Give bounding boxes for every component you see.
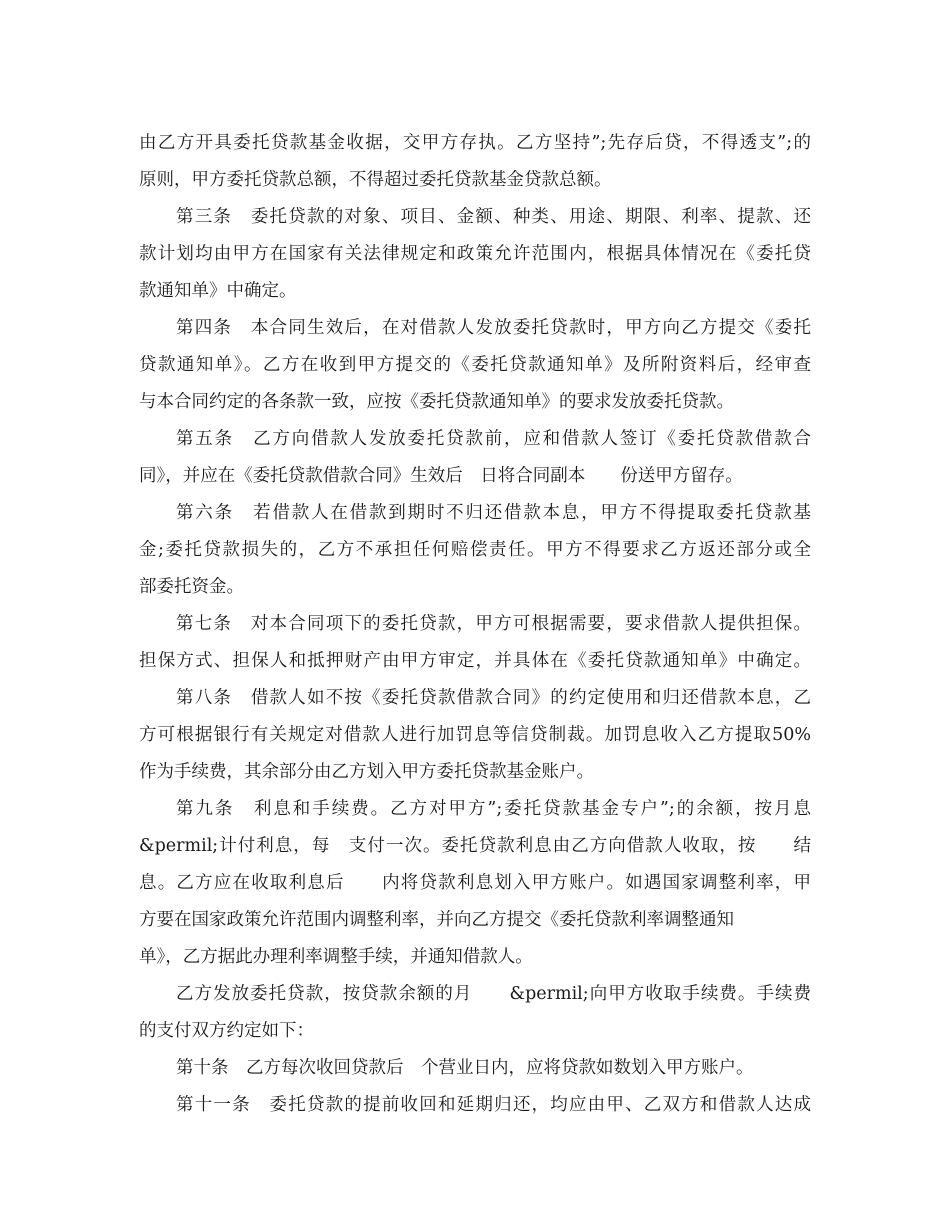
text-line: 与本合同约定的各条款一致，应按《委托贷款通知单》的要求发放委托贷款。 (139, 392, 734, 412)
text-line: 第三条 委托贷款的对象、项目、金额、种类、用途、期限、利率、提款、还 (176, 207, 811, 227)
text-line: 第五条 乙方向借款人发放委托贷款前，应和借款人签订《委托贷款借款合 (176, 429, 811, 449)
text-line: 金;委托贷款损失的，乙方不承担任何赔偿责任。甲方不得要求乙方返还部分或全 (139, 540, 811, 560)
text-line: 贷款通知单》。乙方在收到甲方提交的《委托贷款通知单》及所附资料后，经审查 (139, 355, 811, 375)
text-line: 款通知单》中确定。 (139, 281, 297, 301)
text-line: 方可根据银行有关规定对借款人进行加罚息等信贷制裁。加罚息收入乙方提取50% (139, 725, 811, 745)
text-line: 担保方式、担保人和抵押财产由甲方审定，并具体在《委托贷款通知单》中确定。 (139, 651, 811, 671)
text-line: 第四条 本合同生效后，在对借款人发放委托贷款时，甲方向乙方提交《委托 (176, 318, 811, 338)
text-line: 原则，甲方委托贷款总额，不得超过委托贷款基金贷款总额。 (139, 170, 612, 190)
text-line: 第六条 若借款人在借款到期时不归还借款本息，甲方不得提取委托贷款基 (176, 503, 811, 523)
text-line: 同》，并应在《委托贷款借款合同》生效后 日将合同副本 份送甲方留存。 (139, 466, 743, 486)
text-line: 作为手续费，其余部分由乙方划入甲方委托贷款基金账户。 (139, 762, 594, 782)
text-line: 第八条 借款人如不按《委托贷款借款合同》的约定使用和归还借款本息，乙 (176, 688, 811, 708)
text-line: 单》，乙方据此办理利率调整手续，并通知借款人。 (139, 947, 533, 967)
text-line: 乙方发放委托贷款，按贷款余额的月 &permil;向甲方收取手续费。手续费 (176, 984, 811, 1004)
text-line: 的支付双方约定如下： (139, 1021, 314, 1041)
text-line: 第十一条 委托贷款的提前收回和延期归还，均应由甲、乙双方和借款人达成 (176, 1095, 811, 1115)
text-line: 由乙方开具委托贷款基金收据，交甲方存执。乙方坚持”;先存后贷，不得透支”;的 (139, 133, 811, 153)
text-line: 息。乙方应在收取利息后 内将贷款利息划入甲方账户。如遇国家调整利率，甲 (139, 873, 811, 893)
text-line: 第十条 乙方每次收回贷款后 个营业日内，应将贷款如数划入甲方账户。 (176, 1058, 754, 1078)
text-line: 款计划均由甲方在国家有关法律规定和政策允许范围内，根据具体情况在《委托贷 (139, 244, 811, 264)
text-line: 第九条 利息和手续费。乙方对甲方”;委托贷款基金专户”;的余额，按月息 (176, 799, 811, 819)
text-line: 第七条 对本合同项下的委托贷款，甲方可根据需要，要求借款人提供担保。 (176, 614, 811, 634)
text-line: 方要在国家政策允许范围内调整利率，并向乙方提交《委托贷款利率调整通知 (139, 910, 734, 930)
text-line: &permil;计付利息，每 支付一次。委托贷款利息由乙方向借款人收取，按 结 (139, 836, 811, 856)
text-line: 部委托资金。 (139, 577, 244, 597)
